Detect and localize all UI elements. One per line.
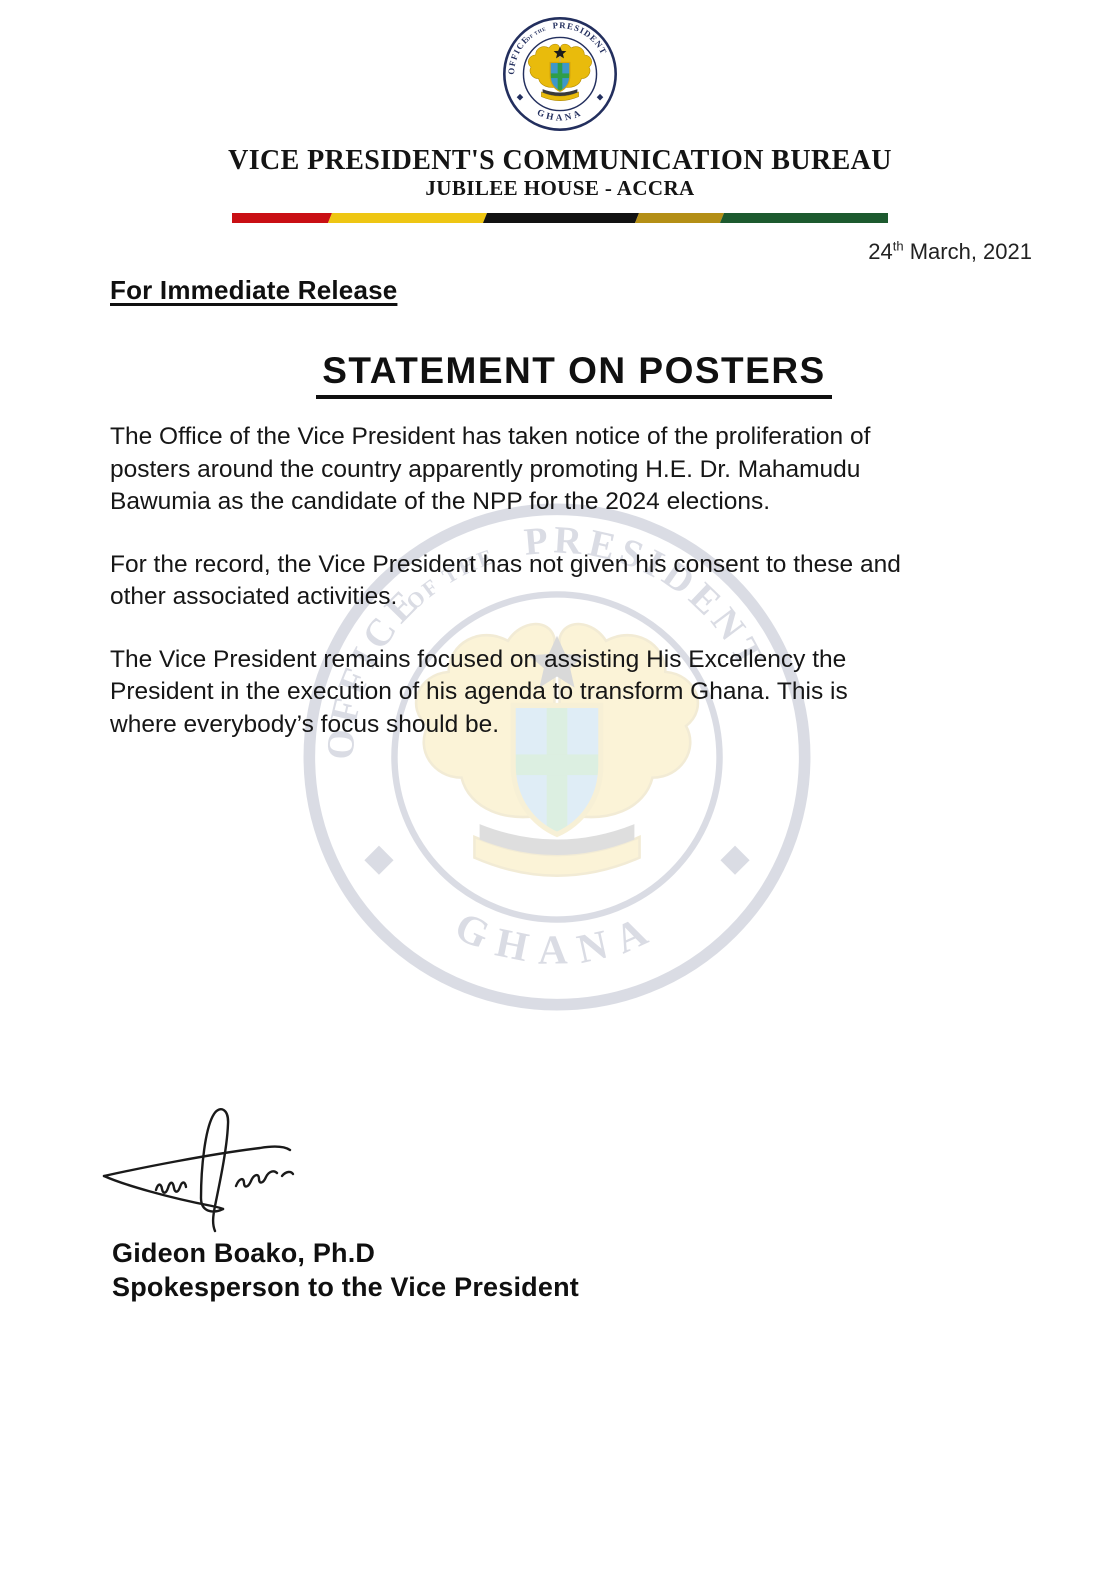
- flag-bar-dark-gold-segment: [635, 213, 724, 223]
- signer-role: Spokesperson to the Vice President: [112, 1272, 579, 1302]
- date-rest: March, 2021: [903, 239, 1032, 264]
- letterhead: [0, 0, 1120, 223]
- bureau-location: JUBILEE HOUSE - ACCRA: [425, 176, 695, 200]
- office-of-the-president-seal-icon: [502, 16, 618, 132]
- bureau-title: VICE PRESIDENT'S COMMUNICATION BUREAU: [228, 145, 892, 176]
- paragraph-2: [110, 549, 1020, 614]
- flag-bar-gold-segment: [328, 213, 487, 223]
- paragraph-1-line-1: The Office of the Vice President has taken notice of the proliferation of: [110, 423, 871, 450]
- paragraph-1: [110, 421, 1020, 519]
- date-ordinal: th: [892, 238, 904, 254]
- title-row: [0, 350, 1120, 399]
- handwritten-signature-icon: [100, 1102, 312, 1234]
- release-label: For Immediate Release: [110, 275, 398, 305]
- paragraph-1-line-3: Bawumia as the candidate of the NPP for the 2024 elections.: [110, 488, 771, 515]
- paragraph-3-line-3: where everybody’s focus should be.: [110, 710, 500, 738]
- signer-name: Gideon Boako, Ph.D: [112, 1238, 376, 1268]
- paragraph-3-line-1: The Vice President remains focused on assisting His Excellency the: [110, 645, 847, 673]
- document-title: STATEMENT ON POSTERS: [316, 350, 831, 399]
- flag-bar-green-segment: [720, 213, 888, 223]
- paragraph-2-line-2: other associated activities.: [110, 583, 398, 610]
- date-day: 24: [868, 239, 893, 264]
- paragraph-2-line-1: For the record, the Vice President has not given his consent to these and: [110, 550, 901, 578]
- signature-block: [100, 1102, 1120, 1303]
- date-line: [0, 239, 1120, 265]
- paragraph-3: [110, 644, 1020, 742]
- flag-bar-black-segment: [483, 213, 639, 223]
- flag-bar-red-segment: [232, 213, 332, 223]
- statement-body: [110, 421, 1020, 741]
- paragraph-1-line-2: posters around the country apparently promoting H.E. Dr. Mahamudu: [110, 455, 861, 483]
- ghana-flag-bar: [232, 213, 888, 223]
- paragraph-3-line-2: President in the execution of his agenda to transform Ghana. This is: [110, 678, 848, 705]
